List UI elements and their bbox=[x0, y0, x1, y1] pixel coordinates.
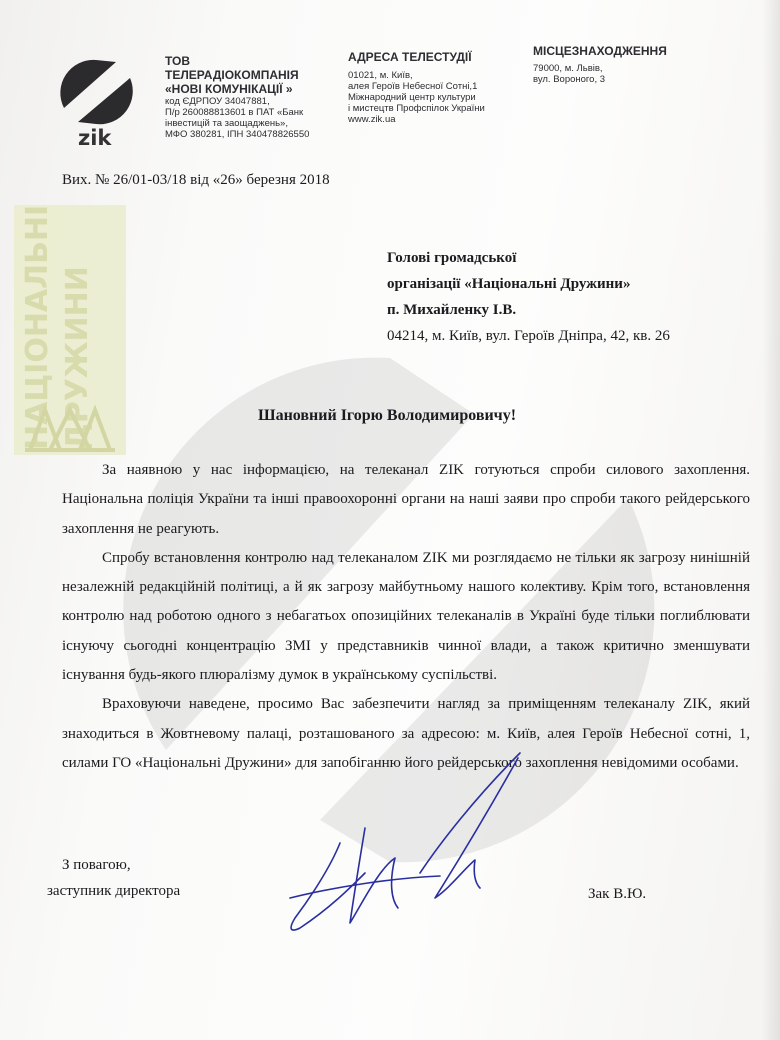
stamp-text: ДРУЖИНИ bbox=[60, 266, 95, 450]
stamp-text: НАЦІОНАЛЬНІ bbox=[20, 204, 55, 450]
company-title: ТОВ ТЕЛЕРАДІОКОМПАНІЯ bbox=[165, 54, 299, 82]
company-title: «НОВІ КОМУНІКАЦІЇ » bbox=[165, 82, 293, 96]
address-line: і мистецтв Профспілок України bbox=[348, 103, 485, 114]
address-line: Міжнародний центр культури bbox=[348, 92, 476, 103]
logo-wordmark: zik bbox=[78, 126, 112, 150]
company-line: код ЄДРПОУ 34047881, bbox=[165, 96, 270, 107]
address-title: АДРЕСА ТЕЛЕСТУДІЇ bbox=[348, 50, 472, 64]
recipient-line: п. Михайленку І.В. bbox=[387, 302, 517, 318]
zik-logo-icon bbox=[50, 58, 142, 126]
outgoing-reference: Вих. № 26/01-03/18 від «26» березня 2018 bbox=[62, 172, 330, 188]
recipient-address: 04214, м. Київ, вул. Героїв Дніпра, 42, кв. 26 bbox=[387, 328, 670, 344]
website-link[interactable]: www.zik.ua bbox=[348, 114, 396, 125]
address-line: 01021, м. Київ, bbox=[348, 70, 413, 81]
location-details bbox=[533, 44, 673, 85]
closing-regards: З повагою, bbox=[62, 857, 131, 873]
page-shadow bbox=[762, 0, 780, 1040]
signer-name: Зак В.Ю. bbox=[588, 886, 647, 902]
company-details bbox=[165, 54, 325, 140]
body-paragraph: Спробу встановлення контролю над телеканалом ZIK ми розглядаємо не тільки як загрозу нинішній незалежній редакційній політиці, а й як загрозу майбутньому нашого колективу. Крім того, встановлення контролю над роботою одного з небагатьох опозиційних телеканалів в Україні буде тільки поглиблювати існуючу сьогодні концентрацію ЗМІ у представників чинної влади, а також критично зменшувати існування будь-якого плюралізму думок в українському суспільстві. bbox=[62, 549, 750, 684]
body-paragraph: Враховуючи наведене, просимо Вас забезпечити нагляд за приміщенням телеканалу ZIK, який знаходиться в Жовтневому палаці, розташованого за адресою: м. Київ, алея Героїв Небесної сотні, 1, силами ГО «Національні Дружини» для запобіганню його рейдерського захоплення невідомими особами. bbox=[62, 696, 750, 771]
trident-icon bbox=[20, 405, 120, 455]
company-line: інвестицій та заощаджень», bbox=[165, 118, 288, 129]
location-title: МІСЦЕЗНАХОДЖЕННЯ bbox=[533, 44, 667, 58]
salutation: Шановний Ігорю Володимировичу! bbox=[258, 407, 517, 424]
letter-body bbox=[62, 456, 750, 778]
company-line: МФО 380281, ІПН 340478826550 bbox=[165, 129, 310, 140]
signer-position: заступник директора bbox=[47, 883, 181, 899]
body-paragraph: За наявною у нас інформацією, на телеканал ZIK готуються спроби силового захоплення. Національна поліція України та інші правоохоронні органи на наші заяви про спроби такого рейдерського захоплення не реагують. bbox=[62, 462, 750, 537]
handwritten-signature bbox=[270, 748, 540, 948]
recipient-line: Голові громадської bbox=[387, 250, 517, 266]
location-line: 79000, м. Львів, bbox=[533, 63, 603, 74]
address-line: алея Героїв Небесної Сотні,1 bbox=[348, 81, 478, 92]
studio-address bbox=[348, 50, 518, 125]
company-line: П/р 260088813601 в ПАТ «Банк bbox=[165, 107, 304, 118]
recipient-line: організації «Національні Дружини» bbox=[387, 276, 631, 292]
location-line: вул. Вороного, 3 bbox=[533, 74, 606, 85]
